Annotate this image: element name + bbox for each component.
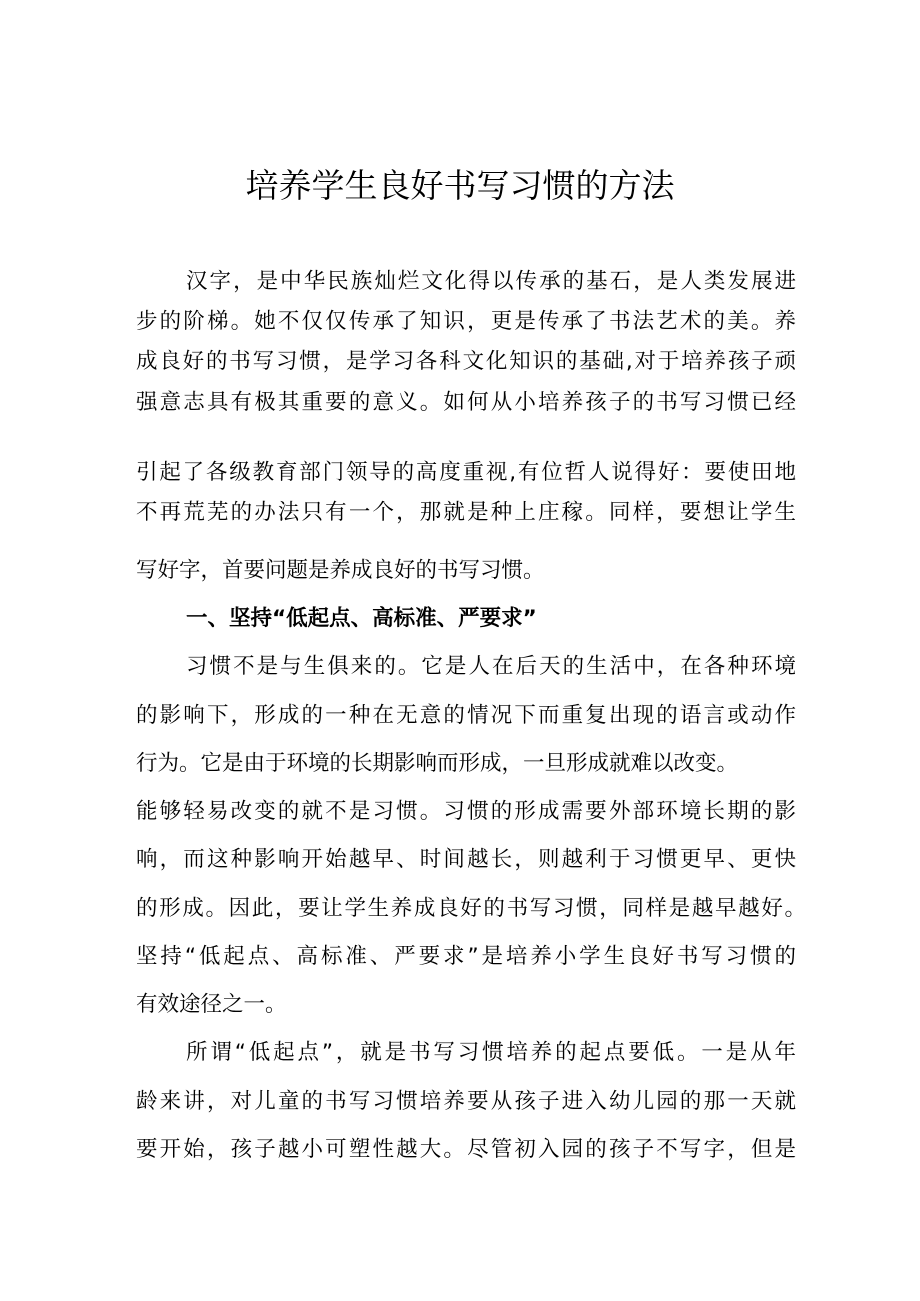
paragraph-line: 响，而这种影响开始越早、时间越长，则越利于习惯更早、更快 — [136, 847, 796, 872]
paragraph-line: 强意志具有极其重要的意义。如何从小培养孩子的书写习惯已经 — [136, 390, 796, 415]
paragraph-line: 能够轻易改变的就不是习惯。习惯的形成需要外部环境长期的影 — [136, 799, 796, 824]
paragraph-line: 所谓“低起点”，就是书写习惯培养的起点要低。一是从年 — [186, 1040, 796, 1065]
paragraph-line: 汉字，是中华民族灿烂文化得以传承的基石，是人类发展进 — [186, 269, 796, 294]
paragraph-line: 写好字，首要问题是养成良好的书写习惯。 — [136, 558, 545, 583]
paragraph-line: 的形成。因此，要让学生养成良好的书写习惯，同样是越早越好。 — [136, 896, 806, 921]
paragraph-line: 不再荒芜的办法只有一个，那就是种上庄稼。同样，要想让学生 — [136, 500, 796, 525]
paragraph-line: 的影响下，形成的一种在无意的情况下而重复出现的语言或动作 — [136, 703, 796, 728]
paragraph-line: 成良好的书写习惯，是学习各科文化知识的基础,对于培养孩子顽 — [136, 349, 796, 374]
paragraph-line: 坚持“低起点、高标准、严要求”是培养小学生良好书写习惯的 — [136, 944, 796, 969]
paragraph-line: 要开始，孩子越小可塑性越大。尽管初入园的孩子不写字，但是 — [136, 1137, 796, 1162]
section-heading: 一、坚持“低起点、高标准、严要求” — [186, 606, 537, 631]
paragraph-line: 龄来讲，对儿童的书写习惯培养要从孩子进入幼儿园的那一天就 — [136, 1089, 796, 1114]
paragraph-line: 有效途径之一。 — [136, 992, 287, 1017]
document-title: 培养学生良好书写习惯的方法 — [245, 166, 675, 205]
paragraph-line: 步的阶梯。她不仅仅传承了知识，更是传承了书法艺术的美。养 — [136, 309, 796, 334]
paragraph-line: 习惯不是与生俱来的。它是人在后天的生活中，在各种环境 — [186, 654, 796, 679]
paragraph-line: 引起了各级教育部门领导的高度重视,有位哲人说得好：要使田地 — [136, 460, 796, 485]
paragraph-line: 行为。它是由于环境的长期影响而形成，一旦形成就难以改变。 — [136, 751, 739, 776]
